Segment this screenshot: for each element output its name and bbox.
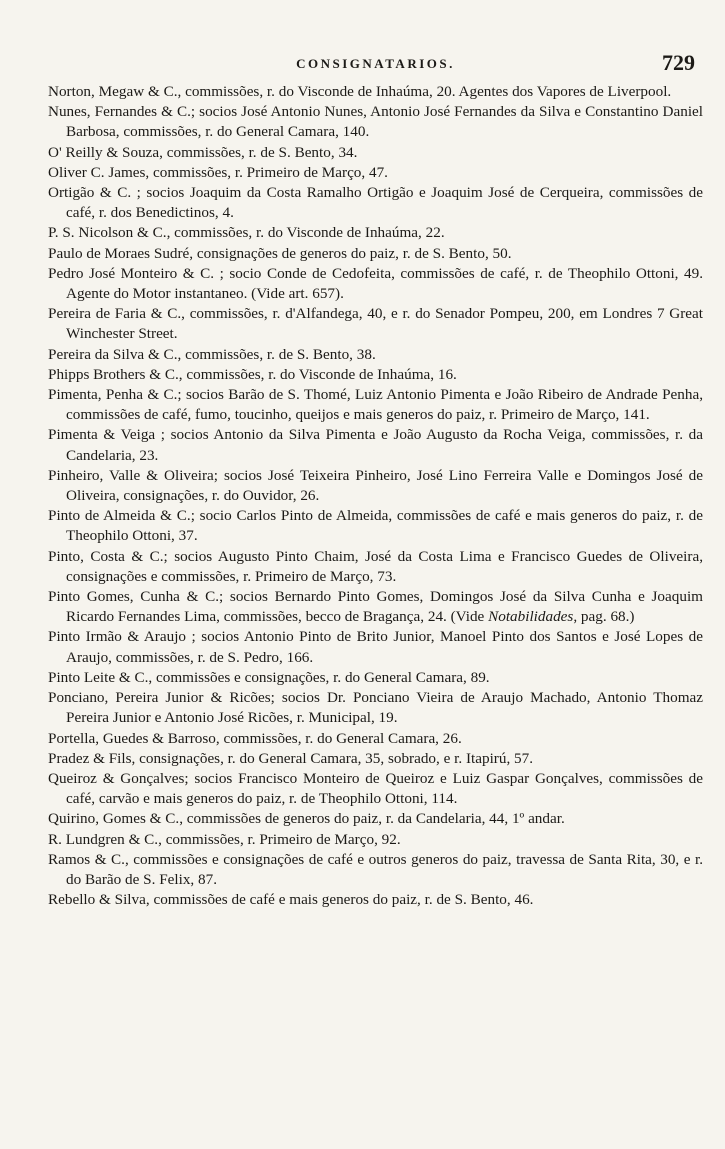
- notabilidades-reference: Notabilidades: [488, 608, 574, 626]
- directory-entry: Pinto, Costa & C.; socios Augusto Pinto Chaim, José da Costa Lima e Francisco Guedes de Oliveira, consignações e commissões, r. Primeiro de Março, 73.: [48, 547, 703, 585]
- directory-entry: Pinto Irmão & Araujo ; socios Antonio Pinto de Brito Junior, Manoel Pinto dos Santos e José Lopes de Araujo, commissões, r. de S. Pedro, 166.: [48, 628, 703, 666]
- directory-entry: Pedro José Monteiro & C. ; socio Conde de Cedofeita, commissões de café, r. de Theophilo Ottoni, 49. Agente do Motor instantaneo. (Vide art. 657).: [48, 264, 703, 303]
- directory-entry: Pinheiro, Valle & Oliveira; socios José Teixeira Pinheiro, José Lino Ferreira Valle e Domingos José de Oliveira, consignações, r. do Ouvidor, 26.: [48, 466, 703, 505]
- page-header: [48, 50, 703, 80]
- directory-entry: Pradez & Fils, consignações, r. do General Camara, 35, sobrado, e r. Itapirú, 57.: [48, 749, 534, 767]
- directory-entry: Queiroz & Gonçalves; socios Francisco Monteiro de Queiroz e Luiz Gaspar Gonçalves, commissões de café, carvão e mais generos do paiz, r. de Theophilo Ottoni, 114.: [48, 769, 703, 808]
- directory-entry: Ortigão & C. ; socios Joaquim da Costa Ramalho Ortigão e Joaquim José de Cerqueira, commissões de café, r. dos Benedictinos, 4.: [48, 184, 703, 222]
- directory-entry: Pinto Leite & C., commissões e consignações, r. do General Camara, 89.: [48, 668, 490, 686]
- directory-entry: Pinto Gomes, Cunha & C.; socios Bernardo Pinto Gomes, Domingos José da Silva Cunha e Joaquim Ricardo Fernandes Lima, commissões, becco de Bragança, 24. (Vide Notabilidades, pag. 68.): [48, 588, 703, 626]
- directory-entry: Phipps Brothers & C., commissões, r. do Visconde de Inhaúma, 16.: [48, 365, 457, 383]
- running-head: CONSIGNATARIOS.: [296, 56, 455, 71]
- directory-entry: R. Lundgren & C., commissões, r. Primeiro de Março, 92.: [48, 830, 401, 848]
- directory-entries: [48, 82, 703, 910]
- directory-entry: Nunes, Fernandes & C.; socios José Antonio Nunes, Antonio José Fernandes da Silva e Constantino Daniel Barbosa, commissões, r. do General Camara, 140.: [48, 103, 703, 141]
- directory-entry: Paulo de Moraes Sudré, consignações de generos do paiz, r. de S. Bento, 50.: [48, 244, 512, 262]
- directory-entry: Pereira da Silva & C., commissões, r. de S. Bento, 38.: [48, 345, 376, 363]
- directory-entry: Pimenta & Veiga ; socios Antonio da Silva Pimenta e João Augusto da Rocha Veiga, commissões, r. da Candelaria, 23.: [48, 426, 703, 464]
- directory-entry: Ponciano, Pereira Junior & Ricões; socios Dr. Ponciano Vieira de Araujo Machado, Antonio Thomaz Pereira Junior e Antonio José Ricões, r. Municipal, 19.: [48, 689, 703, 727]
- directory-entry: Rebello & Silva, commissões de café e mais generos do paiz, r. de S. Bento, 46.: [48, 891, 534, 909]
- directory-entry: Pimenta, Penha & C.; socios Barão de S. Thomé, Luiz Antonio Pimenta e João Ribeiro de Andrade Penha, commissões de café, fumo, toucinho, queijos e mais generos do paiz, r. Primeiro de Março, 141.: [48, 386, 703, 424]
- page-number: 729: [662, 50, 695, 75]
- directory-entry: O' Reilly & Souza, commissões, r. de S. Bento, 34.: [48, 143, 358, 161]
- directory-entry: Pinto de Almeida & C.; socio Carlos Pinto de Almeida, commissões de café e mais generos do paiz, r. de Theophilo Ottoni, 37.: [48, 507, 703, 545]
- directory-entry: Oliver C. James, commissões, r. Primeiro de Março, 47.: [48, 163, 388, 181]
- directory-entry: Pereira de Faria & C., commissões, r. d'Alfandega, 40, e r. do Senador Pompeu, 200, em Londres 7 Great Winchester Street.: [48, 305, 703, 343]
- directory-entry: Norton, Megaw & C., commissões, r. do Visconde de Inhaúma, 20. Agentes dos Vapores de Liverpool.: [48, 83, 672, 100]
- directory-entry: Quirino, Gomes & C., commissões de generos do paiz, r. da Candelaria, 44, 1º andar.: [48, 810, 565, 828]
- directory-entry: P. S. Nicolson & C., commissões, r. do Visconde de Inhaúma, 22.: [48, 224, 445, 242]
- directory-entry: Portella, Guedes & Barroso, commissões, r. do General Camara, 26.: [48, 729, 462, 747]
- directory-entry: Ramos & C., commissões e consignações de café e outros generos do paiz, travessa de Santa Rita, 30, e r. do Barão de S. Felix, 87.: [48, 850, 703, 888]
